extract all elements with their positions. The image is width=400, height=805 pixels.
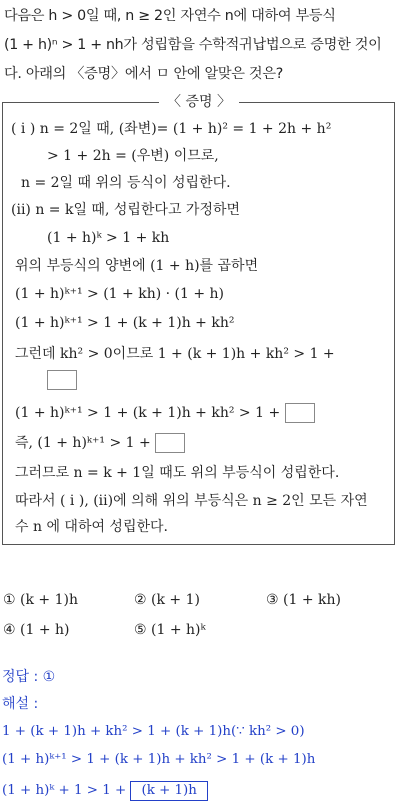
explanation-line-2: (1 + h)ᵏ⁺¹ > 1 + (k + 1)h + kh² > 1 + (k + 1)h xyxy=(2,752,316,767)
proof-box xyxy=(2,94,395,545)
choice-3[interactable]: ③ (1 + kh) xyxy=(266,592,341,608)
proof-line-7: (1 + h)ᵏ⁺¹ > (1 + kh) · (1 + h) xyxy=(15,286,225,302)
proof-line-3: n = 2일 때 위의 등식이 성립한다. xyxy=(21,175,231,191)
choice-5[interactable]: ⑤ (1 + h)ᵏ xyxy=(134,622,206,638)
proof-line-12-text: 즉, (1 + h)ᵏ⁺¹ > 1 + xyxy=(15,435,151,451)
explanation-line-1: 1 + (k + 1)h + kh² > 1 + (k + 1)h(∵ kh² > 0) xyxy=(2,724,305,739)
question-line-1: 다음은 h > 0일 때, n ≥ 2인 자연수 n에 대하여 부등식 xyxy=(4,8,336,24)
proof-line-9: 그런데 kh² > 0이므로 1 + (k + 1)h + kh² > 1 + xyxy=(15,346,335,362)
proof-line-5: (1 + h)ᵏ > 1 + kh xyxy=(47,230,170,246)
proof-line-13: 그러므로 n = k + 1일 때도 위의 부등식이 성립한다. xyxy=(15,465,340,481)
question-line-3: 다. 아래의 〈증명〉에서 ㅁ 안에 알맞은 것은? xyxy=(4,66,283,82)
proof-line-2: > 1 + 2h = (우변) 이므로, xyxy=(47,148,219,164)
proof-line-14: 따라서 ( i ), (ii)에 의해 위의 부등식은 n ≥ 2인 모든 자연 xyxy=(15,493,368,509)
proof-line-11 xyxy=(15,403,315,423)
question-text xyxy=(4,2,396,89)
question-line-2: (1 + h)ⁿ > 1 + nh가 성립함을 수학적귀납법으로 증명한 것이 xyxy=(4,37,382,53)
explanation-line-3 xyxy=(2,781,208,801)
answer-blank-2[interactable] xyxy=(285,403,315,423)
proof-blank-row xyxy=(47,370,77,390)
explanation-answer-box: (k + 1)h xyxy=(130,781,207,801)
explanation-line-3-text: (1 + h)ᵏ + 1 > 1 + xyxy=(2,783,127,798)
proof-line-11-text: (1 + h)ᵏ⁺¹ > 1 + (k + 1)h + kh² > 1 + xyxy=(15,405,281,421)
proof-line-12 xyxy=(15,433,185,453)
proof-line-8: (1 + h)ᵏ⁺¹ > 1 + (k + 1)h + kh² xyxy=(15,315,235,331)
answer-label: 정답 : ① xyxy=(2,669,56,685)
explanation-label: 해설 : xyxy=(2,696,39,712)
proof-line-15: 수 n 에 대하여 성립한다. xyxy=(15,519,168,535)
answer-blank-1[interactable] xyxy=(47,370,77,390)
choice-1[interactable]: ① (k + 1)h xyxy=(3,592,78,608)
answer-blank-3[interactable] xyxy=(155,433,185,453)
proof-title: 〈 증명 〉 xyxy=(159,92,239,112)
proof-line-4: (ii) n = k일 때, 성립한다고 가정하면 xyxy=(11,202,241,218)
proof-line-1: ( i ) n = 2일 때, (좌변)= (1 + h)² = 1 + 2h + h² xyxy=(11,121,332,137)
choice-2[interactable]: ② (k + 1) xyxy=(134,592,200,608)
proof-line-6: 위의 부등식의 양변에 (1 + h)를 곱하면 xyxy=(15,258,259,274)
choice-4[interactable]: ④ (1 + h) xyxy=(3,622,70,638)
